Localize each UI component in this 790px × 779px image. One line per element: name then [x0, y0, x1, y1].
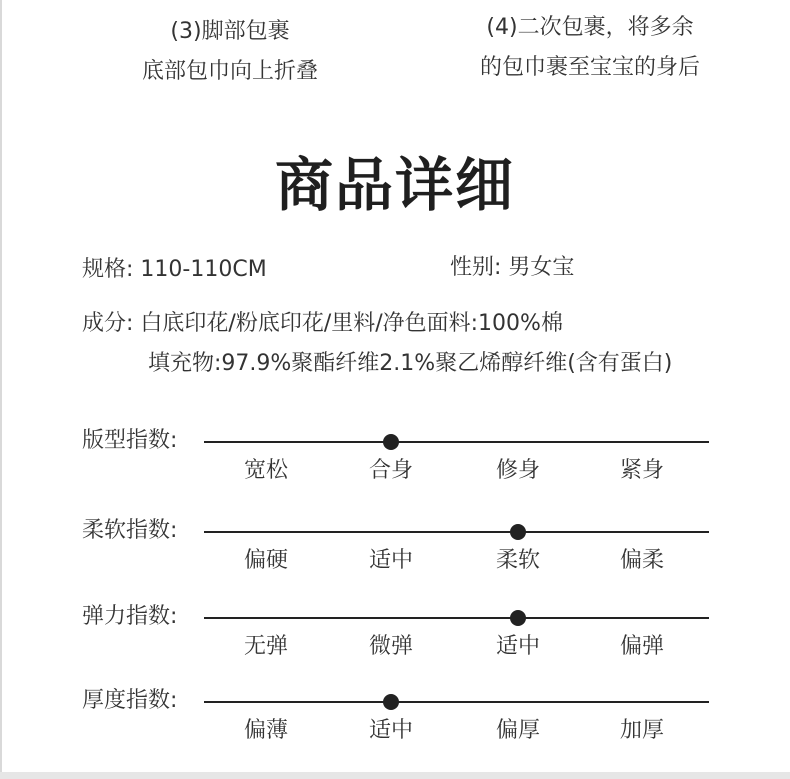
scale-elasticity	[0, 599, 790, 669]
step-4-line-1: (4)二次包裹，将多余	[486, 15, 694, 40]
scale-option: 宽松	[243, 458, 288, 483]
scale-option: 适中	[368, 548, 413, 573]
spec-filling: 填充物:97.9%聚酯纤维2.1%聚乙烯醇纤维(含有蛋白)	[148, 351, 673, 376]
scale-option: 微弹	[368, 634, 413, 659]
scale-thickness	[0, 683, 790, 753]
scale-label: 版型指数:	[82, 428, 178, 453]
scale-label: 厚度指数:	[82, 688, 178, 713]
scale-line	[204, 441, 709, 443]
spec-gender: 性别: 男女宝	[450, 255, 575, 280]
scale-line	[204, 701, 709, 703]
scale-option: 偏厚	[495, 718, 540, 743]
step-4-line-2: 的包巾裹至宝宝的身后	[479, 55, 700, 80]
spec-size: 规格: 110-110CM	[82, 257, 267, 282]
scale-line	[204, 531, 709, 533]
scale-indicator-dot	[510, 610, 526, 626]
scale-fit	[0, 423, 790, 493]
scale-softness	[0, 513, 790, 583]
section-title: 商品详细	[274, 151, 515, 219]
scale-option: 偏弹	[619, 634, 664, 659]
step-3-line-2: 底部包巾向上折叠	[141, 59, 318, 84]
scale-option: 偏硬	[243, 548, 288, 573]
scale-indicator-dot	[510, 524, 526, 540]
spec-composition: 成分: 白底印花/粉底印花/里料/净色面料:100%棉	[82, 311, 563, 336]
scale-indicator-dot	[383, 694, 399, 710]
scale-option: 无弹	[243, 634, 288, 659]
scale-indicator-dot	[383, 434, 399, 450]
instruction-step-3	[80, 12, 380, 92]
scale-option: 适中	[368, 718, 413, 743]
scale-option: 柔软	[495, 548, 540, 573]
scale-option: 合身	[368, 458, 413, 483]
scale-option: 加厚	[619, 718, 664, 743]
scale-option: 适中	[495, 634, 540, 659]
bottom-border	[0, 772, 790, 779]
scale-label: 弹力指数:	[82, 604, 178, 629]
instruction-step-4	[440, 8, 740, 88]
scale-option: 偏薄	[243, 718, 288, 743]
scale-option: 紧身	[619, 458, 664, 483]
scale-option: 偏柔	[619, 548, 664, 573]
scale-label: 柔软指数:	[82, 518, 178, 543]
scale-option: 修身	[495, 458, 540, 483]
scale-line	[204, 617, 709, 619]
step-3-line-1: (3)脚部包裹	[170, 19, 290, 44]
